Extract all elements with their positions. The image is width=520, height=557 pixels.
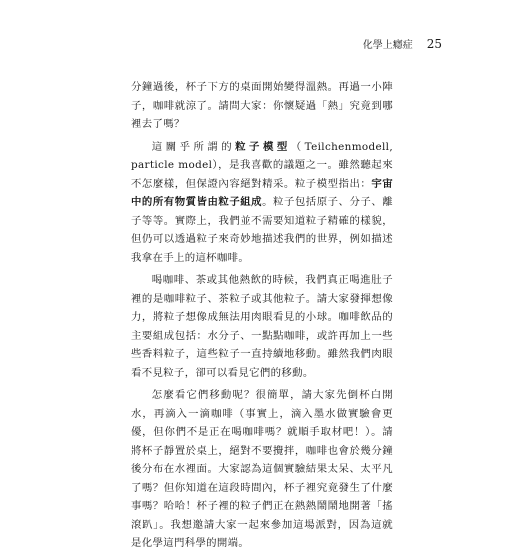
key-statement: 宇宙中的所有物質皆由粒子組成 (131, 177, 393, 208)
paragraph-1: 分鐘過後，杯子下方的桌面開始變得溫熱。再過一小陣子，咖啡就涼了。請問大家：你懷疑過「熱」究竟到哪裡去了嗎？ (131, 81, 393, 130)
body-text (131, 78, 393, 557)
paragraph-2-part-a: 這關乎所謂的 (151, 140, 236, 153)
paragraph-2-part-c: （Teilchenmodell, particle model），是我喜歡的議題之一。雖然聽起來不怎麼樣，但保證內容絕對精采。粒子模型指出： (131, 140, 394, 190)
page-number: 25 (426, 37, 442, 51)
chapter-title: 化學上癮症 (362, 40, 413, 51)
paragraph-3: 喝咖啡、茶或其他熱飲的時候，我們真正喝進肚子裡的是咖啡粒子、茶粒子或其他粒子。請大家發揮想像力，將粒子想像成無法用肉眼看見的小球。咖啡飲品的主要組成包括：水分子、一點點咖啡，或許再加上一些些香料粒子，這些粒子一直持續地移動。雖然我們肉眼看不見粒子，卻可以看見它們的移動。 (131, 274, 393, 379)
paragraph-4: 怎麼看它們移動呢？很簡單，請大家先倒杯白開水，再滴入一滴咖啡（事實上，滴入墨水做實驗會更優，但你們不是正在喝咖啡嗎？就順手取材吧！）。請將杯子靜置於桌上，絕對不要攪拌，咖啡也會於幾分鐘後分布在水裡面。大家認為這個實驗結果太呆、太平凡了嗎？但你知道在這段時間內，杯子裡究竟發生了什麼事嗎？哈哈！杯子裡的粒子們正在熱熱鬧鬧地開著「搖滾趴」。我想邀請大家一起來參加這場派對，因為這就是化學這門科學的開端。 (131, 389, 393, 549)
term-particle-model: 粒子模型 (235, 140, 291, 153)
page-header (363, 36, 442, 51)
paragraph-2 (131, 138, 393, 268)
paragraph-2-part-e: 。粒子包括原子、分子、離子等等。實際上，我們並不需要知道粒子精確的樣貌，但仍可以透過粒子來奇妙地描述我們的世界，例如描述我拿在手上的這杯咖啡。 (131, 196, 393, 264)
